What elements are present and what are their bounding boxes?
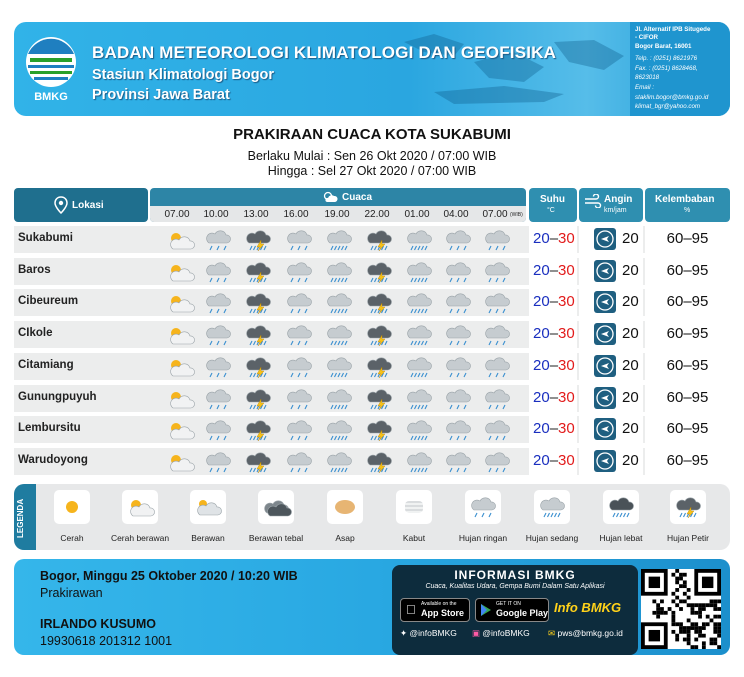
table-row xyxy=(14,353,730,380)
temperature-range xyxy=(533,357,575,374)
google-play-small-text: GET IT ON xyxy=(496,601,521,607)
humidity-range: 60–95 xyxy=(666,261,709,279)
wind-speed: 20 xyxy=(622,325,639,343)
address-line: Jl. Alternatif IPB Situgede xyxy=(635,26,711,33)
hujan-sedang-icon xyxy=(324,451,354,473)
cerah-berawan-icon xyxy=(165,419,195,441)
time-label: 04.00 xyxy=(443,209,469,220)
hujan-petir-icon xyxy=(364,419,394,441)
cerah-icon xyxy=(54,490,90,524)
time-label: 13.00 xyxy=(243,209,269,220)
table-row xyxy=(14,448,730,475)
google-play-text: Google Play xyxy=(496,608,549,618)
wind-direction-icon xyxy=(594,291,616,313)
info-bmkg-app-name: Info BMKG xyxy=(554,600,622,615)
suhu-label: Suhu xyxy=(540,194,565,205)
hujan-petir-icon xyxy=(243,388,273,410)
hujan-lebat-legend-icon xyxy=(603,490,639,524)
wind-icon xyxy=(584,194,602,208)
location-name: Citamiang xyxy=(18,358,74,371)
wind-direction-icon xyxy=(594,355,616,377)
legend-label: Hujan sedang xyxy=(525,533,579,543)
time-label: 10.00 xyxy=(203,209,229,220)
wind-speed: 20 xyxy=(622,261,639,279)
legend-label: Cerah xyxy=(60,533,84,543)
cerah-berawan-icon xyxy=(165,356,195,378)
column-header-lokasi xyxy=(14,188,148,222)
temperature-range xyxy=(533,262,575,279)
temperature-range xyxy=(533,389,575,406)
hujan-petir-icon xyxy=(364,324,394,346)
cerah-berawan-legend-icon xyxy=(122,490,158,524)
temp-dash: – xyxy=(549,261,559,279)
legend-label: Cerah berawan xyxy=(110,533,170,543)
legend-label: Asap xyxy=(335,533,355,543)
hujan-ringan-icon xyxy=(203,419,233,441)
hujan-ringan-icon xyxy=(443,388,473,410)
hujan-ringan-icon xyxy=(443,324,473,346)
suhu-unit: °C xyxy=(547,207,555,214)
hujan-sedang-icon xyxy=(324,324,354,346)
time-label: 07.00 xyxy=(164,209,190,220)
time-label: 16.00 xyxy=(283,209,309,220)
humidity-range: 60–95 xyxy=(666,356,709,374)
hujan-ringan-icon xyxy=(203,229,233,251)
location-name: Gunungpuyuh xyxy=(18,390,97,403)
bmkg-logo xyxy=(22,34,80,104)
valid-from: Berlaku Mulai : Sen 26 Okt 2020 / 07:00 WIB xyxy=(247,149,497,163)
hujan-sedang-icon xyxy=(324,261,354,283)
wind-direction-icon xyxy=(594,418,616,440)
time-zone-mark: (WIB) xyxy=(510,212,523,218)
time-label: 19.00 xyxy=(324,209,350,220)
app-store-small-text: Available on the xyxy=(421,601,457,607)
legend-label: Berawan xyxy=(191,533,225,543)
humidity-range: 60–95 xyxy=(666,325,709,343)
hujan-petir-icon xyxy=(243,356,273,378)
wind-speed: 20 xyxy=(622,388,639,406)
twitter-link[interactable] xyxy=(400,628,457,639)
temp-min: 20 xyxy=(533,451,550,469)
hujan-sedang-icon xyxy=(404,451,434,473)
hujan-ringan-icon xyxy=(443,229,473,251)
hujan-ringan-icon xyxy=(482,229,512,251)
play-icon xyxy=(480,603,492,617)
hujan-petir-icon xyxy=(243,324,273,346)
hujan-sedang-icon xyxy=(404,261,434,283)
hujan-ringan-icon xyxy=(443,419,473,441)
cuaca-label: Cuaca xyxy=(342,192,373,203)
email-link[interactable] xyxy=(548,628,623,639)
humidity-range: 60–95 xyxy=(666,230,709,247)
location-name: Cibeureum xyxy=(18,295,79,308)
table-row xyxy=(14,289,730,316)
hujan-sedang-legend-icon xyxy=(534,490,570,524)
hujan-petir-legend-icon xyxy=(670,490,706,524)
hujan-ringan-icon xyxy=(284,419,314,441)
hujan-ringan-icon xyxy=(284,292,314,314)
temp-max: 30 xyxy=(558,356,575,374)
hujan-ringan-icon xyxy=(203,451,233,473)
wind-speed: 20 xyxy=(622,230,639,247)
hujan-petir-icon xyxy=(364,356,394,378)
temp-dash: – xyxy=(549,388,559,406)
temperature-range xyxy=(533,420,575,437)
hujan-ringan-icon xyxy=(482,261,512,283)
email-label: Email : xyxy=(635,84,654,91)
hujan-ringan-icon xyxy=(284,451,314,473)
temp-min: 20 xyxy=(533,230,550,247)
legend-label: Hujan ringan xyxy=(458,533,508,543)
wind-direction-icon xyxy=(594,387,616,409)
qr-code[interactable] xyxy=(641,569,721,649)
hujan-ringan-icon xyxy=(482,451,512,473)
temp-dash: – xyxy=(549,325,559,343)
info-subtitle: Cuaca, Kualitas Udara, Gempa Bumi Dalam Satu Aplikasi xyxy=(425,583,605,590)
temperature-range xyxy=(533,452,575,469)
hujan-sedang-icon xyxy=(324,388,354,410)
time-label: 22.00 xyxy=(364,209,390,220)
hujan-ringan-icon xyxy=(203,292,233,314)
temp-min: 20 xyxy=(533,293,550,311)
column-header-angin xyxy=(579,188,643,222)
hujan-ringan-icon xyxy=(443,261,473,283)
hujan-ringan-icon xyxy=(482,292,512,314)
wind-direction-icon xyxy=(594,228,616,250)
hujan-ringan-icon xyxy=(203,388,233,410)
hujan-petir-icon xyxy=(243,292,273,314)
app-store-text: App Store xyxy=(421,608,465,618)
temp-max: 30 xyxy=(558,388,575,406)
table-row xyxy=(14,226,730,253)
asap-icon xyxy=(327,490,363,524)
time-label: 01.00 xyxy=(404,209,430,220)
hujan-ringan-icon xyxy=(203,324,233,346)
hujan-ringan-icon xyxy=(203,261,233,283)
asap-legend-icon xyxy=(327,490,363,524)
page-title: PRAKIRAAN CUACA KOTA SUKABUMI xyxy=(233,126,511,143)
berawan-tebal-legend-icon xyxy=(258,490,294,524)
cerah-berawan-icon xyxy=(122,490,158,524)
location-pin-icon xyxy=(54,196,68,214)
address-line: Bogor Barat, 16001 xyxy=(635,43,692,50)
temp-dash: – xyxy=(549,230,559,247)
hujan-ringan-icon xyxy=(284,324,314,346)
column-header-kelembaban xyxy=(645,188,730,222)
berawan-legend-icon xyxy=(190,490,226,524)
humidity-range: 60–95 xyxy=(666,293,709,311)
temp-dash: – xyxy=(549,420,559,438)
cloud-sun-icon xyxy=(322,190,338,204)
email-address: pws@bmkg.go.id xyxy=(557,628,623,638)
hujan-ringan-icon xyxy=(284,229,314,251)
cerah-berawan-icon xyxy=(165,388,195,410)
wind-direction-icon xyxy=(594,323,616,345)
humidity-range: 60–95 xyxy=(666,451,709,469)
issued-datetime: Bogor, Minggu 25 Oktober 2020 / 10:20 WIB xyxy=(40,569,298,583)
fax-line: 8623018 xyxy=(635,74,660,81)
legend-label: Hujan lebat xyxy=(599,533,643,543)
humidity-range: 60–95 xyxy=(666,420,709,438)
wind-speed: 20 xyxy=(622,451,639,469)
kabut-icon xyxy=(396,490,432,524)
hujan-sedang-icon xyxy=(404,356,434,378)
angin-label: Angin xyxy=(604,194,633,205)
province-name: Provinsi Jawa Barat xyxy=(92,87,230,103)
location-name: Baros xyxy=(18,263,51,276)
hujan-petir-icon xyxy=(364,451,394,473)
wind-direction-icon xyxy=(594,450,616,472)
humidity-range: 60–95 xyxy=(666,388,709,406)
google-play-badge[interactable] xyxy=(475,598,549,622)
hujan-ringan-icon xyxy=(465,490,501,524)
legend-label: Hujan Petir xyxy=(666,533,710,543)
table-row xyxy=(14,258,730,285)
legend-title: LEGENDA xyxy=(16,498,25,538)
location-name: Warudoyong xyxy=(18,453,88,466)
kelembaban-label: Kelembaban xyxy=(655,194,715,205)
phone-line: Telp. : (0251) 8621976 xyxy=(635,55,698,62)
cerah-berawan-icon xyxy=(165,324,195,346)
angin-unit: km/jam xyxy=(604,207,627,214)
hujan-sedang-icon xyxy=(404,388,434,410)
temp-min: 20 xyxy=(533,356,550,374)
instagram-handle: @infoBMKG xyxy=(482,628,530,638)
wind-speed: 20 xyxy=(622,420,639,438)
hujan-ringan-icon xyxy=(482,388,512,410)
kabut-legend-icon xyxy=(396,490,432,524)
hujan-petir-icon xyxy=(670,490,706,524)
hujan-ringan-icon xyxy=(284,261,314,283)
qr-code-graphic xyxy=(641,569,721,649)
hujan-lebat-icon xyxy=(603,490,639,524)
instagram-link[interactable] xyxy=(472,628,530,639)
fax-line: Fax. : (0251) 8628468, xyxy=(635,65,698,72)
temp-min: 20 xyxy=(533,261,550,279)
column-header-suhu xyxy=(529,188,577,222)
hujan-sedang-icon xyxy=(404,292,434,314)
hujan-ringan-icon xyxy=(482,324,512,346)
time-label: 07.00 xyxy=(482,209,508,220)
address-line: - CIFOR xyxy=(635,34,659,41)
hujan-sedang-icon xyxy=(324,356,354,378)
temp-dash: – xyxy=(549,356,559,374)
hujan-ringan-icon xyxy=(443,451,473,473)
hujan-sedang-icon xyxy=(404,229,434,251)
hujan-ringan-icon xyxy=(482,419,512,441)
legend-label: Berawan tebal xyxy=(248,533,304,543)
location-name: Sukabumi xyxy=(18,232,73,244)
temp-max: 30 xyxy=(558,325,575,343)
table-row xyxy=(14,385,730,412)
location-name: CIkole xyxy=(18,327,53,340)
hujan-sedang-icon xyxy=(534,490,570,524)
hujan-petir-icon xyxy=(243,261,273,283)
address-box xyxy=(630,22,730,116)
cerah-berawan-icon xyxy=(165,292,195,314)
cerah-berawan-icon xyxy=(165,451,195,473)
valid-to: Hingga : Sel 27 Okt 2020 / 07:00 WIB xyxy=(267,164,477,178)
hujan-sedang-icon xyxy=(404,324,434,346)
berawan-icon xyxy=(190,490,226,524)
hujan-petir-icon xyxy=(243,451,273,473)
cerah-berawan-icon xyxy=(165,229,195,251)
indonesia-map-graphic xyxy=(394,22,644,116)
temperature-range xyxy=(533,293,575,310)
hujan-ringan-icon xyxy=(482,356,512,378)
hujan-petir-icon xyxy=(364,292,394,314)
app-store-badge[interactable] xyxy=(400,598,470,622)
wind-speed: 20 xyxy=(622,293,639,311)
hujan-petir-icon xyxy=(243,419,273,441)
station-name: Stasiun Klimatologi Bogor xyxy=(92,67,275,83)
temp-min: 20 xyxy=(533,388,550,406)
info-title: INFORMASI BMKG xyxy=(454,568,576,582)
apple-icon xyxy=(406,602,416,617)
cerah-legend-icon xyxy=(54,490,90,524)
email-line: klimat_bgr@yahoo.com xyxy=(635,103,701,110)
twitter-handle: @infoBMKG xyxy=(409,628,457,638)
hujan-ringan-icon xyxy=(203,356,233,378)
wind-direction-icon xyxy=(594,260,616,282)
legend-label: Kabut xyxy=(402,533,426,543)
hujan-ringan-icon xyxy=(443,356,473,378)
forecaster-name: IRLANDO KUSUMO xyxy=(40,617,156,631)
hujan-ringan-icon xyxy=(443,292,473,314)
wind-speed: 20 xyxy=(622,356,639,374)
hujan-petir-icon xyxy=(364,388,394,410)
kelembaban-unit: % xyxy=(684,207,691,214)
temp-max: 30 xyxy=(558,261,575,279)
hujan-ringan-icon xyxy=(284,388,314,410)
org-name: BADAN METEOROLOGI KLIMATOLOGI DAN GEOFISIKA xyxy=(92,43,557,62)
instagram-icon: ▣ xyxy=(472,628,481,638)
berawan-tebal-icon xyxy=(258,490,294,524)
mail-icon: ✉ xyxy=(548,628,556,638)
temp-dash: – xyxy=(549,293,559,311)
twitter-icon: ✦ xyxy=(400,628,408,638)
email-line: staklim.bogor@bmkg.go.id xyxy=(635,94,709,101)
temp-max: 30 xyxy=(558,293,575,311)
temp-max: 30 xyxy=(558,451,575,469)
forecaster-nip: 19930618 201312 1001 xyxy=(40,634,173,648)
hujan-sedang-icon xyxy=(404,419,434,441)
temperature-range xyxy=(533,325,575,342)
svg-text:BMKG: BMKG xyxy=(34,91,68,103)
cerah-berawan-icon xyxy=(165,261,195,283)
temp-max: 30 xyxy=(558,420,575,438)
temp-dash: – xyxy=(549,451,559,469)
location-name: Lembursitu xyxy=(18,422,81,435)
forecaster-role: Prakirawan xyxy=(40,586,103,600)
hujan-sedang-icon xyxy=(324,292,354,314)
temp-min: 20 xyxy=(533,420,550,438)
hujan-petir-icon xyxy=(243,229,273,251)
hujan-sedang-icon xyxy=(324,419,354,441)
hujan-petir-icon xyxy=(364,261,394,283)
table-row xyxy=(14,321,730,348)
hujan-ringan-legend-icon xyxy=(465,490,501,524)
hujan-ringan-icon xyxy=(284,356,314,378)
temp-max: 30 xyxy=(558,230,575,247)
hujan-sedang-icon xyxy=(324,229,354,251)
hujan-petir-icon xyxy=(364,229,394,251)
temperature-range xyxy=(533,230,575,247)
temp-min: 20 xyxy=(533,325,550,343)
table-row xyxy=(14,416,730,443)
lokasi-label: Lokasi xyxy=(72,200,104,211)
